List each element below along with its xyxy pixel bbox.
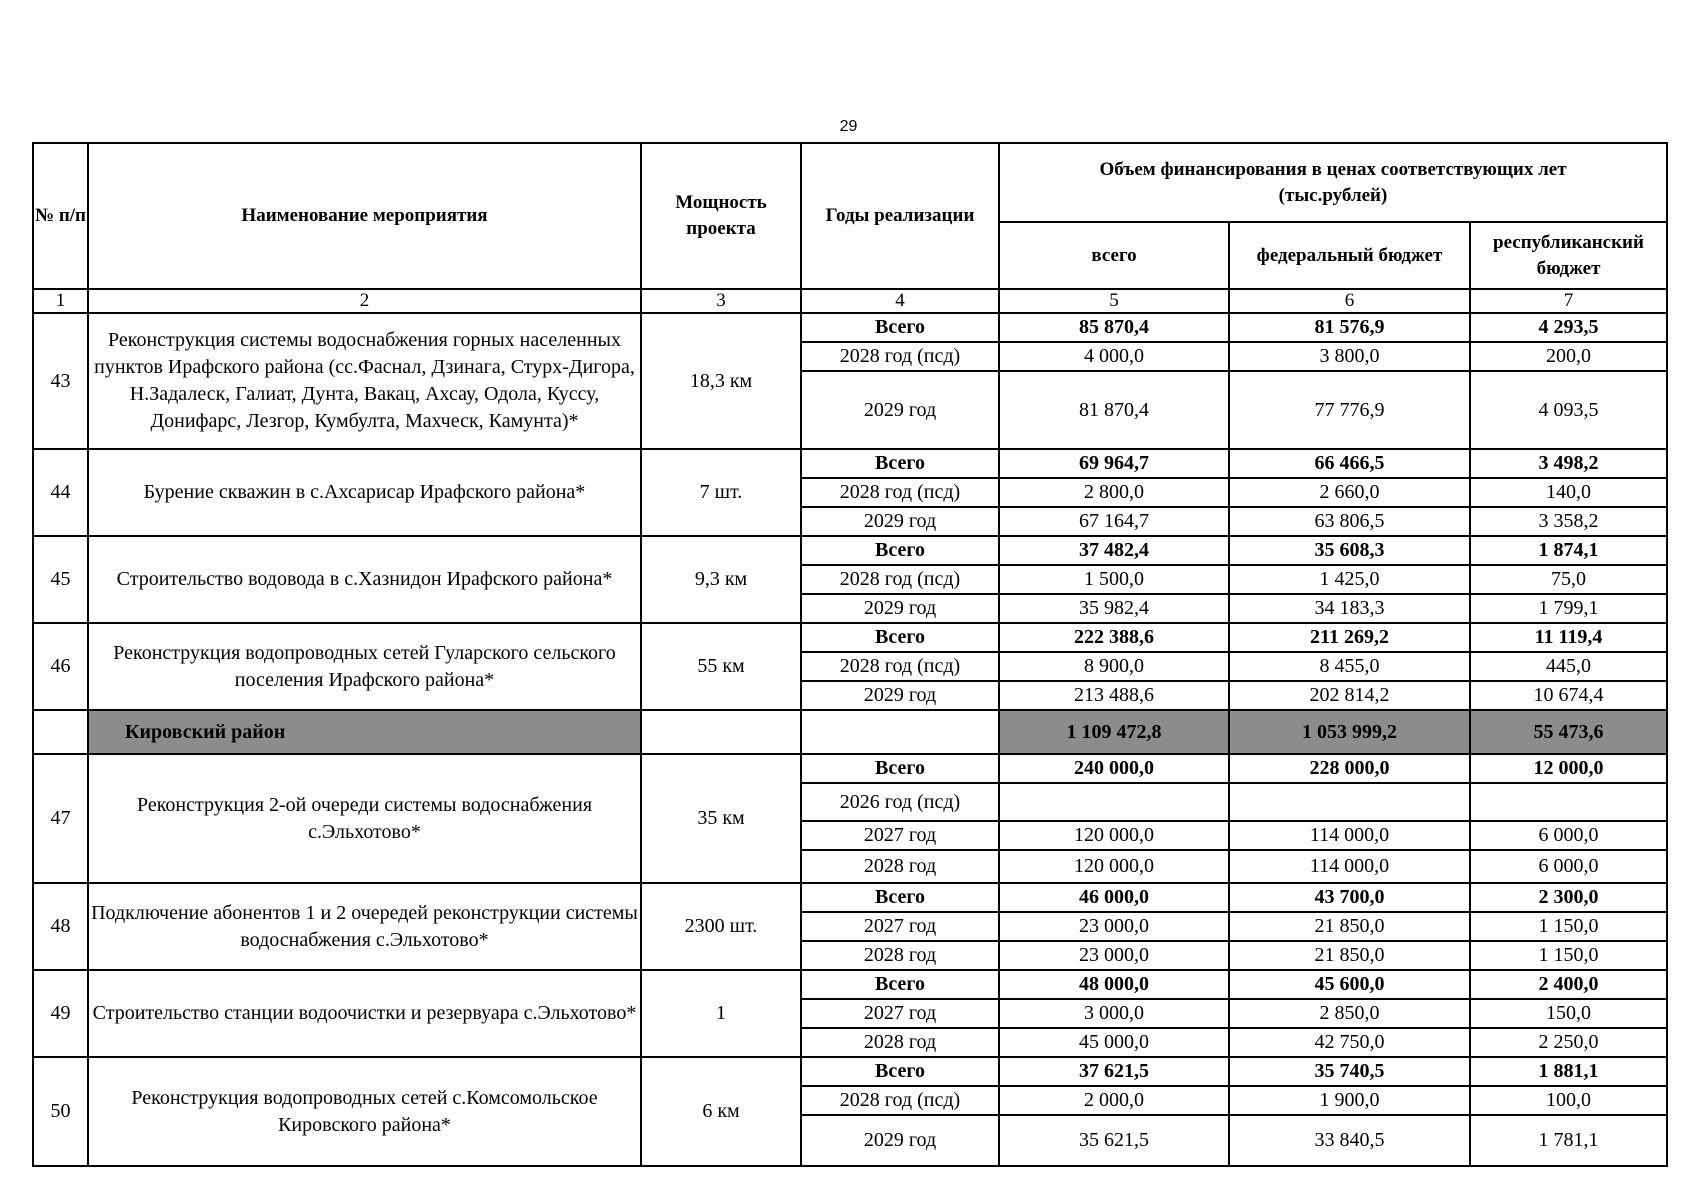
total-amount: 240 000,0 <box>999 754 1229 783</box>
table-row <box>33 623 1667 652</box>
year-cell: 2027 год <box>801 999 999 1028</box>
federal-amount: 45 600,0 <box>1229 970 1470 999</box>
project-capacity: 55 км <box>641 623 801 710</box>
republic-amount: 6 000,0 <box>1470 821 1667 850</box>
table-header <box>33 143 1667 313</box>
republic-amount: 11 119,4 <box>1470 623 1667 652</box>
federal-amount: 77 776,9 <box>1229 371 1470 449</box>
republic-amount: 1 881,1 <box>1470 1057 1667 1086</box>
federal-amount: 21 850,0 <box>1229 941 1470 970</box>
republic-amount: 10 674,4 <box>1470 681 1667 710</box>
col-republic-header: республиканский бюджет <box>1470 222 1667 289</box>
year-cell: 2028 год (псд) <box>801 342 999 371</box>
year-cell: 2028 год (псд) <box>801 1086 999 1115</box>
column-index-row <box>33 289 1667 313</box>
total-amount: 37 482,4 <box>999 536 1229 565</box>
republic-amount: 140,0 <box>1470 478 1667 507</box>
republic-amount: 2 250,0 <box>1470 1028 1667 1057</box>
table-row <box>33 883 1667 912</box>
total-amount: 81 870,4 <box>999 371 1229 449</box>
district-republic: 55 473,6 <box>1470 710 1667 754</box>
table-row <box>33 1057 1667 1086</box>
total-amount: 45 000,0 <box>999 1028 1229 1057</box>
total-amount: 23 000,0 <box>999 941 1229 970</box>
measure-name: Строительство водовода в с.Хазнидон Ирафского района* <box>88 536 641 623</box>
row-number: 44 <box>33 449 88 536</box>
col-funding-header: Объем финансирования в ценах соответствующих лет (тыс.рублей) <box>999 143 1667 222</box>
district-federal: 1 053 999,2 <box>1229 710 1470 754</box>
column-index: 7 <box>1470 289 1667 313</box>
project-capacity: 2300 шт. <box>641 883 801 970</box>
table-row <box>33 449 1667 478</box>
year-cell: 2028 год <box>801 1028 999 1057</box>
republic-amount: 2 300,0 <box>1470 883 1667 912</box>
year-cell: 2028 год <box>801 850 999 883</box>
federal-amount: 33 840,5 <box>1229 1115 1470 1166</box>
project-capacity: 1 <box>641 970 801 1057</box>
project-capacity: 9,3 км <box>641 536 801 623</box>
col-name-header: Наименование мероприятия <box>88 143 641 289</box>
republic-amount: 1 150,0 <box>1470 941 1667 970</box>
total-amount: 67 164,7 <box>999 507 1229 536</box>
republic-amount: 1 150,0 <box>1470 912 1667 941</box>
column-index: 5 <box>999 289 1229 313</box>
federal-amount: 2 660,0 <box>1229 478 1470 507</box>
federal-amount: 228 000,0 <box>1229 754 1470 783</box>
measure-name: Реконструкция 2-ой очереди системы водоснабжения с.Эльхотово* <box>88 754 641 883</box>
district-capacity-cell <box>641 710 801 754</box>
year-cell: Всего <box>801 754 999 783</box>
federal-amount: 114 000,0 <box>1229 821 1470 850</box>
total-amount: 222 388,6 <box>999 623 1229 652</box>
total-amount: 2 000,0 <box>999 1086 1229 1115</box>
year-cell: Всего <box>801 536 999 565</box>
year-cell: 2029 год <box>801 681 999 710</box>
measure-name: Реконструкция водопроводных сетей с.Комсомольское Кировского района* <box>88 1057 641 1166</box>
republic-amount: 4 093,5 <box>1470 371 1667 449</box>
federal-amount: 1 425,0 <box>1229 565 1470 594</box>
row-number: 43 <box>33 313 88 449</box>
republic-amount: 12 000,0 <box>1470 754 1667 783</box>
row-number: 45 <box>33 536 88 623</box>
row-number: 46 <box>33 623 88 710</box>
republic-amount <box>1470 783 1667 821</box>
total-amount: 35 621,5 <box>999 1115 1229 1166</box>
table-body <box>33 313 1667 1166</box>
total-amount: 120 000,0 <box>999 850 1229 883</box>
total-amount: 48 000,0 <box>999 970 1229 999</box>
col-years-header: Годы реализации <box>801 143 999 289</box>
year-cell: Всего <box>801 449 999 478</box>
year-cell: 2029 год <box>801 507 999 536</box>
federal-amount: 1 900,0 <box>1229 1086 1470 1115</box>
project-capacity: 18,3 км <box>641 313 801 449</box>
total-amount: 37 621,5 <box>999 1057 1229 1086</box>
column-index: 4 <box>801 289 999 313</box>
measure-name: Подключение абонентов 1 и 2 очередей реконструкции системы водоснабжения с.Эльхотово* <box>88 883 641 970</box>
row-number: 48 <box>33 883 88 970</box>
page-number: 29 <box>839 118 858 135</box>
project-capacity: 6 км <box>641 1057 801 1166</box>
republic-amount: 1 781,1 <box>1470 1115 1667 1166</box>
republic-amount: 75,0 <box>1470 565 1667 594</box>
federal-amount: 114 000,0 <box>1229 850 1470 883</box>
year-cell: 2028 год <box>801 941 999 970</box>
federal-amount: 21 850,0 <box>1229 912 1470 941</box>
federal-amount: 35 608,3 <box>1229 536 1470 565</box>
district-subtotal-row <box>33 710 1667 754</box>
republic-amount: 1 799,1 <box>1470 594 1667 623</box>
col-total-header: всего <box>999 222 1229 289</box>
col-capacity-header: Мощность проекта <box>641 143 801 289</box>
col-federal-header: федеральный бюджет <box>1229 222 1470 289</box>
total-amount: 85 870,4 <box>999 313 1229 342</box>
year-cell: 2028 год (псд) <box>801 565 999 594</box>
project-capacity: 7 шт. <box>641 449 801 536</box>
table-row <box>33 536 1667 565</box>
total-amount: 120 000,0 <box>999 821 1229 850</box>
federal-amount: 81 576,9 <box>1229 313 1470 342</box>
year-cell: Всего <box>801 883 999 912</box>
column-index: 2 <box>88 289 641 313</box>
federal-amount: 3 800,0 <box>1229 342 1470 371</box>
district-name: Кировский район <box>88 710 641 754</box>
district-num-cell <box>33 710 88 754</box>
total-amount: 8 900,0 <box>999 652 1229 681</box>
total-amount: 4 000,0 <box>999 342 1229 371</box>
year-cell: 2029 год <box>801 594 999 623</box>
republic-amount: 445,0 <box>1470 652 1667 681</box>
republic-amount: 6 000,0 <box>1470 850 1667 883</box>
col-num-header: № п/п <box>33 143 88 289</box>
district-total: 1 109 472,8 <box>999 710 1229 754</box>
federal-amount: 8 455,0 <box>1229 652 1470 681</box>
year-cell: 2028 год (псд) <box>801 478 999 507</box>
measure-name: Бурение скважин в с.Ахсарисар Ирафского района* <box>88 449 641 536</box>
year-cell: Всего <box>801 313 999 342</box>
total-amount: 213 488,6 <box>999 681 1229 710</box>
year-cell: 2026 год (псд) <box>801 783 999 821</box>
total-amount: 69 964,7 <box>999 449 1229 478</box>
total-amount: 2 800,0 <box>999 478 1229 507</box>
year-cell: Всего <box>801 1057 999 1086</box>
republic-amount: 3 498,2 <box>1470 449 1667 478</box>
row-number: 50 <box>33 1057 88 1166</box>
republic-amount: 4 293,5 <box>1470 313 1667 342</box>
total-amount: 3 000,0 <box>999 999 1229 1028</box>
republic-amount: 200,0 <box>1470 342 1667 371</box>
republic-amount: 3 358,2 <box>1470 507 1667 536</box>
federal-amount: 211 269,2 <box>1229 623 1470 652</box>
federal-amount <box>1229 783 1470 821</box>
federal-amount: 43 700,0 <box>1229 883 1470 912</box>
federal-amount: 63 806,5 <box>1229 507 1470 536</box>
year-cell: Всего <box>801 970 999 999</box>
total-amount: 35 982,4 <box>999 594 1229 623</box>
table-row <box>33 313 1667 342</box>
year-cell: 2029 год <box>801 371 999 449</box>
row-number: 49 <box>33 970 88 1057</box>
republic-amount: 150,0 <box>1470 999 1667 1028</box>
year-cell: 2027 год <box>801 912 999 941</box>
column-index: 1 <box>33 289 88 313</box>
column-index: 6 <box>1229 289 1470 313</box>
table-row <box>33 970 1667 999</box>
federal-amount: 2 850,0 <box>1229 999 1470 1028</box>
total-amount: 1 500,0 <box>999 565 1229 594</box>
republic-amount: 1 874,1 <box>1470 536 1667 565</box>
column-index: 3 <box>641 289 801 313</box>
federal-amount: 42 750,0 <box>1229 1028 1470 1057</box>
year-cell: 2028 год (псд) <box>801 652 999 681</box>
measure-name: Реконструкция водопроводных сетей Гуларского сельского поселения Ирафского района* <box>88 623 641 710</box>
federal-amount: 34 183,3 <box>1229 594 1470 623</box>
total-amount: 23 000,0 <box>999 912 1229 941</box>
table-row <box>33 754 1667 783</box>
total-amount: 46 000,0 <box>999 883 1229 912</box>
republic-amount: 100,0 <box>1470 1086 1667 1115</box>
year-cell: 2029 год <box>801 1115 999 1166</box>
year-cell: 2027 год <box>801 821 999 850</box>
row-number: 47 <box>33 754 88 883</box>
project-capacity: 35 км <box>641 754 801 883</box>
federal-amount: 35 740,5 <box>1229 1057 1470 1086</box>
total-amount <box>999 783 1229 821</box>
measure-name: Реконструкция системы водоснабжения горных населенных пунктов Ирафского района (сс.Фаснал, Дзинага, Стурх-Дигора, Н.Задалеск, Галиат, Дунта, Вакац, Ахсау, Одола, Куссу, Донифарс, Лезгор, Кумбулта, Махческ, Камунта)* <box>88 313 641 449</box>
federal-amount: 66 466,5 <box>1229 449 1470 478</box>
measure-name: Строительство станции водоочистки и резервуара с.Эльхотово* <box>88 970 641 1057</box>
year-cell: Всего <box>801 623 999 652</box>
district-years-cell <box>801 710 999 754</box>
federal-amount: 202 814,2 <box>1229 681 1470 710</box>
funding-table <box>32 142 1668 1167</box>
republic-amount: 2 400,0 <box>1470 970 1667 999</box>
